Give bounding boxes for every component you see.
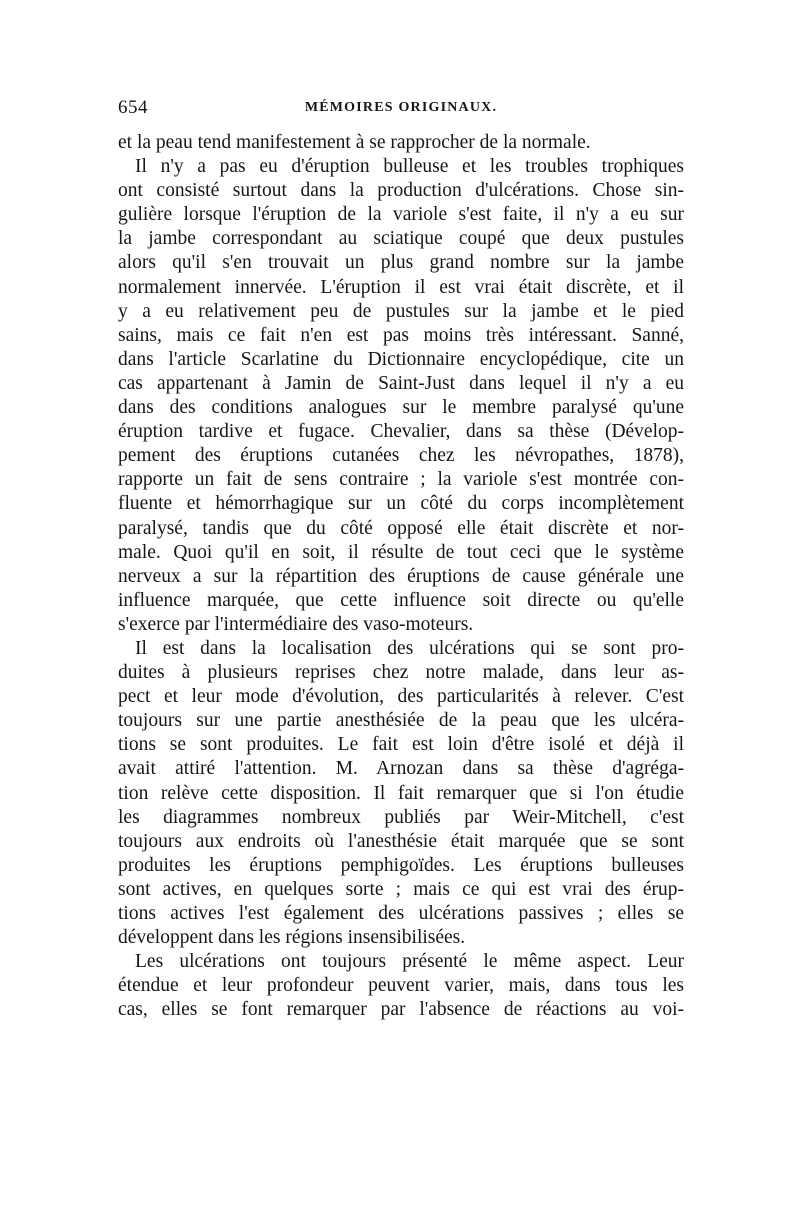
text-line: produites les éruptions pemphigoïdes. Les éruptions bulleuses	[118, 854, 684, 876]
text-line: toujours sur une partie anesthésiée de la peau que les ulcéra-	[118, 710, 684, 732]
paragraph-continuation	[118, 131, 684, 155]
text-line: s'exerce par l'intermédiaire des vaso-moteurs.	[118, 613, 474, 635]
text-line: male. Quoi qu'il en soit, il résulte de tout ceci que le système	[118, 541, 684, 563]
paragraph-ulcerations-aspect	[118, 950, 684, 1022]
paragraph-eruption	[118, 155, 684, 637]
text-line: ont consisté surtout dans la production d'ulcérations. Chose sin-	[118, 180, 684, 202]
text-line: paralysé, tandis que du côté opposé elle était discrète et nor-	[118, 517, 684, 539]
text-line: les diagrammes nombreux publiés par Weir-Mitchell, c'est	[118, 806, 684, 828]
text-line: développent dans les régions insensibilisées.	[118, 927, 466, 949]
text-line: rapporte un fait de sens contraire ; la variole s'est montrée con-	[118, 469, 684, 491]
text-line: toujours aux endroits où l'anesthésie était marquée que se sont	[118, 830, 684, 852]
body-text	[118, 131, 684, 1022]
text-line: cas, elles se font remarquer par l'absence de réactions au voi-	[118, 999, 684, 1021]
text-line: fluente et hémorrhagique sur un côté du corps incomplètement	[118, 493, 684, 515]
text-line: étendue et leur profondeur peuvent varier, mais, dans tous les	[118, 975, 684, 997]
text-line: tion relève cette disposition. Il fait remarquer que si l'on étudie	[118, 782, 684, 804]
text-line: tions actives l'est également des ulcérations passives ; elles se	[118, 903, 684, 924]
text-line: Il n'y a pas eu d'éruption bulleuse et les troubles trophiques	[135, 156, 684, 178]
running-title: MÉMOIRES ORIGINAUX.	[304, 100, 498, 115]
text-line: la jambe correspondant au sciatique coupé que deux pustules	[118, 228, 684, 250]
text-line: alors qu'il s'en trouvait un plus grand nombre sur la jambe	[118, 252, 684, 274]
text-line: avait attiré l'attention. M. Arnozan dans sa thèse d'agréga-	[118, 758, 684, 780]
text-line: duites à plusieurs reprises chez notre malade, dans leur as-	[118, 662, 684, 684]
text-line: pect et leur mode d'évolution, des particularités à relever. C'est	[118, 686, 684, 708]
text-line: nerveux a sur la répartition des éruptions de cause générale une	[118, 565, 684, 587]
text-line: sont actives, en quelques sorte ; mais ce qui est vrai des érup-	[118, 878, 684, 900]
text-line: pement des éruptions cutanées chez les névropathes, 1878),	[118, 445, 684, 467]
text-line: gulière lorsque l'éruption de la variole s'est faite, il n'y a eu sur	[118, 204, 684, 226]
text-line: Il est dans la localisation des ulcérations qui se sont pro-	[135, 637, 684, 659]
text-line: sains, mais ce fait n'en est pas moins très intéressant. Sanné,	[118, 324, 684, 346]
page-number: 654	[118, 97, 148, 118]
text-line: dans l'article Scarlatine du Dictionnaire encyclopédique, cite un	[118, 348, 684, 370]
text-line: éruption tardive et fugace. Chevalier, dans sa thèse (Dévelop-	[118, 421, 684, 443]
paragraph-ulcerations-localisation	[118, 637, 684, 950]
text-line: tions se sont produites. Le fait est loin d'être isolé et déjà il	[118, 734, 684, 756]
text-line: Les ulcérations ont toujours présenté le même aspect. Leur	[135, 951, 684, 973]
text-line: normalement innervée. L'éruption il est vrai était discrète, et il	[118, 276, 684, 298]
text-line: y a eu relativement peu de pustules sur la jambe et le pied	[118, 300, 684, 322]
running-head	[118, 97, 684, 121]
text-line: et la peau tend manifestement à se rapprocher de la normale.	[118, 132, 591, 153]
text-line: influence marquée, que cette influence soit directe ou qu'elle	[118, 589, 684, 611]
text-line: dans des conditions analogues sur le membre paralysé qu'une	[118, 397, 684, 419]
text-line: cas appartenant à Jamin de Saint-Just dans lequel il n'y a eu	[118, 372, 684, 394]
